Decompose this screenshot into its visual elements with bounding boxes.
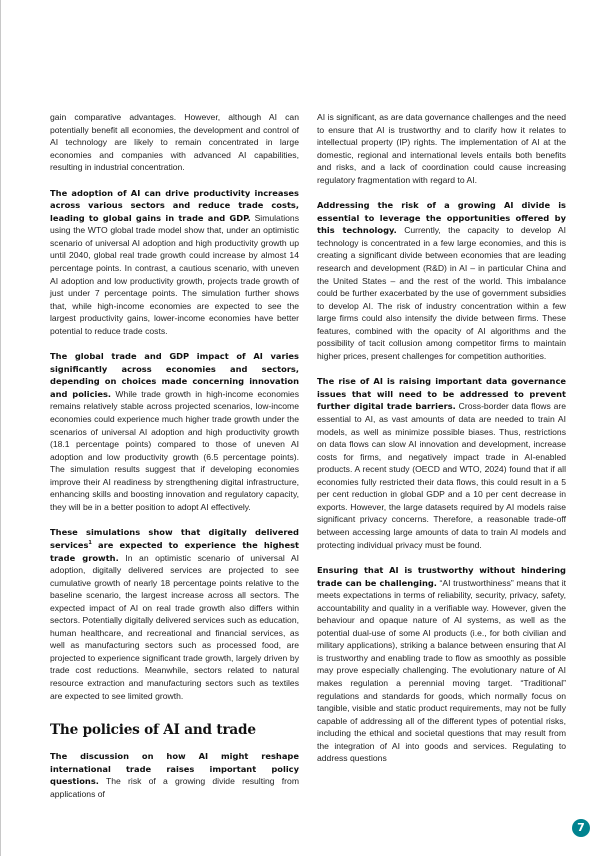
paragraph-lead: Addressing the risk of a growing AI divide is essential to leverage the opportunities offered by this technology. — [317, 200, 566, 236]
paragraph — [50, 350, 299, 513]
section-heading: The policies of AI and trade — [50, 722, 256, 739]
paragraph-text: The risk of a growing divide resulting from applications of — [50, 776, 299, 799]
paragraph — [317, 199, 566, 362]
paragraph — [317, 111, 566, 186]
paragraph-text: “AI trustworthiness” means that it meets expectations in terms of reliability, security, privacy, safety, accountability and quality in a verifiable way. However, given the behaviour and opaque nature of AI systems, as well as the potential dual-use of some AI products (i.e., for both civilian and military applications), striking a balance between ensuring that AI is trustworthy and enabling trade to flow as smoothly as possible may prove especially challenging. The evolutionary nature of AI makes regulation a perennial moving target. “Traditional” regulations and standards for goods, which normally focus on tangible, visible and static product requirements, may not be fully capable of addressing all of the different types of potential risks, including the ethical and societal questions that may result from the integration of AI into goods and services. Regulating to address questions — [317, 577, 566, 764]
paragraph — [50, 111, 299, 174]
paragraph-lead-part: are expected to experience the highest trade growth. — [50, 539, 299, 563]
footnote-marker[interactable]: 1 — [88, 540, 92, 547]
paragraph-text: Cross-border data flows are essential to AI, as vast amounts of data are needed to train AI models, as well as minimize possible biases. Thus, restrictions on data flows can slow AI innovation and development, increase costs for firms, and negatively impact trade in AI-enabled products. A recent study (OECD and WTO, 2024) found that if all economies fully restricted their data flows, this could result in a 5 per cent reduction in global GDP and a 10 per cent decrease in exports. However, the large datasets required by AI models raise significant privacy concerns. Therefore, a reasonable trade-off between accessing large amounts of data to train AI models and protecting individual privacy must be found. — [317, 401, 567, 550]
paragraph-lead-part: These simulations show that digitally delivered services — [50, 527, 299, 550]
paragraph — [50, 526, 299, 702]
paragraph-lead: The discussion on how AI might reshape international trade raises important policy questions. — [50, 751, 299, 787]
page-edge — [0, 0, 1, 856]
paragraph-lead: The adoption of AI can drive productivity increases across various sectors and reduce trade costs, leading to global gains in trade and GDP. — [50, 187, 299, 223]
paragraph-text: gain comparative advantages. However, although AI can potentially benefit all economies, the development and control of AI technology are likely to remain concentrated in large economies and companies with advanced AI capabilities, resulting in industrial concentration. — [50, 112, 299, 173]
paragraph-text: AI is significant, as are data governance challenges and the need to ensure that AI is trustworthy and to clarify how it relates to intellectual property (IP) rights. The implementation of AI at the domestic, regional and international levels entails both benefits and risks, and a lack of coordination could cause increasing regulatory fragmentation with regard to AI. — [317, 112, 566, 185]
paragraph-lead: The global trade and GDP impact of AI varies significantly across economies and sectors, depending on choices made concerning innovation and policies. — [50, 351, 299, 399]
right-column — [317, 111, 566, 778]
paragraph-text: In an optimistic scenario of universal AI adoption, digitally delivered services are projected to see cumulative growth of nearly 18 percentage points relative to the baseline scenario, the largest increase across all sectors. The expected impact of AI on real trade growth also differs within sectors. Potentially digitally delivered services such as education, human healthcare, and recreational and financial services, as well as manufacturing sectors such as processed food, are projected to experience significant trade growth, largely driven by trade cost reductions. Meanwhile, sectors related to natural resource extraction and manufacturing sectors such as textiles are expected to see limited growth. — [50, 552, 299, 701]
paragraph — [50, 750, 299, 800]
paragraph-lead: Ensuring that AI is trustworthy without hindering trade can be challenging. — [317, 565, 566, 588]
paragraph-text: While trade growth in high-income economies remains relatively stable across projected scenarios, low-income economies could experience much higher trade growth under the scenarios of universal AI adoption and high productivity growth (18.1 percentage points) compared to those of uneven AI adoption and low productivity growth (6.5 percentage points). The simulation results suggest that if developing economies improve their AI readiness by strengthening digital infrastructure, enhancing skills and boosting innovation and regulatory capacity, they will be in a better position to adopt AI effectively. — [50, 388, 300, 512]
paragraph-text: Currently, the capacity to develop AI technology is concentrated in a few large economies, and this is creating a significant divide between economies that are leading research and development (R&D) in AI – in particular China and the United States – and the rest of the world. This imbalance could be further exacerbated by the use of government subsidies to develop AI. The risk of industry concentration within a few large firms could also intensify the divide between firms. These features, combined with the opacity of AI algorithms and the possibility of tacit collusion among competitor firms to maintain higher prices, present challenges for competition authorities. — [317, 225, 566, 361]
paragraph-text: Simulations using the WTO global trade model show that, under an optimistic scenario of universal AI adoption and high productivity growth up until 2040, global real trade growth could increase by almost 14 percentage points. In contrast, a cautious scenario, with uneven AI adoption and low productivity growth, projects trade growth of just under 7 percentage points. The simulation further shows that, while high-income economies are expected to see the largest productivity gains, lower-income economies have better potential to reduce trade costs. — [50, 212, 299, 336]
paragraph — [50, 187, 299, 338]
paragraph — [317, 375, 566, 551]
paragraph-lead: The rise of AI is raising important data governance issues that will need to be addressed to prevent further digital trade barriers. — [317, 376, 566, 412]
paragraph — [317, 564, 566, 765]
page-number-badge: 7 — [572, 819, 590, 837]
left-column — [50, 111, 299, 813]
